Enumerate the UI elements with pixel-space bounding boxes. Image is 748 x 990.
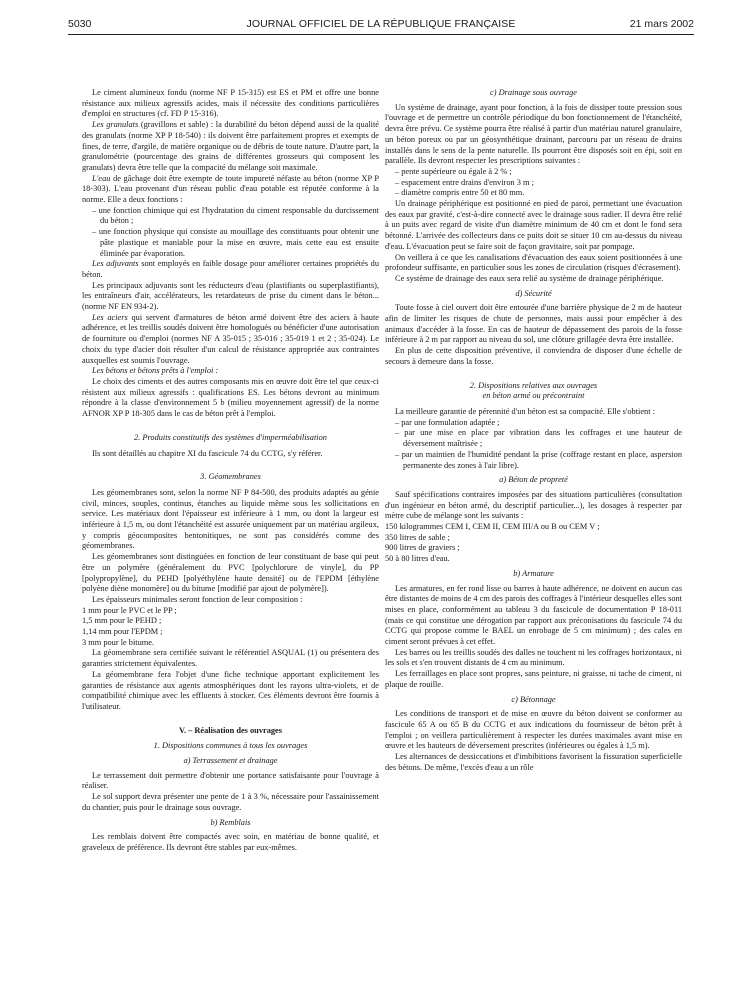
paragraph: L'eau de gâchage doit être exempte de toute impureté néfaste au béton (norme XP P 18-303). L'eau provenant d'un réseau public d'eau potable est réputée conforme à la norme. Elle a deux fonctions :: [82, 173, 379, 205]
paragraph: Les granulats (gravillons et sable) : la durabilité du béton dépend aussi de la qualité des granulats (norme XP P 18-540) : ils doivent être parfaitement propres et exempts de fines, de terre, d'argile, de matière organique ou de débris de toute nature. D'autre part, la granulométrie (pourcentage des grains de différentes grosseurs qui composent les granulats) devra être telle que la compacité du mélange soit maximale.: [82, 120, 380, 172]
paragraph: Les armatures, en fer rond lisse ou barres à haute adhérence, ne doivent en aucun cas être distantes de moins de 4 cm des parois des coffrages à l'intérieur desquelles elles sont mises en place, conformément au tableau 3 du fascicule de documentation P 18-011 (mais ce qui constitue une dérogation par rapport aux préconisations du fascicule 74 du CCTG qui propose comme le BAEL un enrobage de 5 cm minimum) ; des cales en ciment seront prévues à cet effet.: [385, 583, 682, 647]
part-heading: V. – Réalisation des ouvrages: [179, 725, 282, 735]
subsection-heading: d) Sécurité: [515, 288, 552, 298]
list-item: – une fonction physique qui consiste au mouillage des constituants pour obtenir une pâte plastique et maniable pour la mise en œuvre, mais cette eau est ensuite éliminée par évaporation.: [92, 227, 379, 258]
list-item: 1,5 mm pour le PEHD ;: [82, 616, 162, 626]
publication-date: 21 mars 2002: [629, 18, 694, 30]
subsection-heading: c) Bétonnage: [511, 694, 556, 704]
list-item: – par un maintien de l'humidité pendant la prise (coffrage restant en place, aspersion permanente des zones à l'air libre).: [395, 449, 682, 470]
subsection-heading: c) Drainage sous ouvrage: [490, 88, 577, 97]
section-heading: 1. Dispositions communes à tous les ouvrages: [153, 741, 308, 751]
subsection-heading: b) Armature: [513, 568, 554, 578]
list-item: – par une formulation adaptée ;: [395, 417, 500, 427]
paragraph: Les aciers qui servent d'armatures de béton armé doivent être des aciers à haute adhérence, et les treillis soudés doivent être homologués ou bénéficier d'une autorisation de fourniture ou d'emploi (normes NF A 35-015 ; 35-016 ; 35-019 1 et 2 ; 35-024). Le choix du type d'acier doit résulter d'un calcul de résistance appropriée aux contraintes auxquelles est soumis l'ouvrage.: [82, 312, 379, 365]
list-item: 1,14 mm pour l'EPDM ;: [82, 627, 163, 637]
list-item: 3 mm pour le bitume.: [82, 637, 155, 647]
list-item: 1 mm pour le PVC et le PP ;: [82, 605, 177, 615]
paragraph: La géomembrane fera l'objet d'une fiche technique apportant explicitement les garanties de résistance aux agents atmosphériques dont les rayons ultra-violets, et de compatibilité chimique avec les effluents à stocker. Ces éléments devront être fournis à l'utilisateur.: [82, 669, 379, 711]
paragraph: La géomembrane sera certifiée suivant le référentiel ASQUAL (1) ou présentera des garanties strictement équivalentes.: [82, 648, 379, 669]
bullet-list: [385, 418, 682, 472]
paragraph: Les géomembranes sont distinguées en fonction de leur constituant de base qui peut être un polymère (généralement du PVC [polychlorure de vinyle], du PP [polypropylène], du PEHD [polyéthylène haute densité] ou de l'EPDM [éthylène polyène diène monomère] ou du bitume [modifié par ajout de polymère]).: [82, 552, 379, 594]
paragraph: Les barres ou les treillis soudés des dalles ne touchent ni les coffrages horizontaux, ni les sols et s'en trouvent distants de 4 cm au minimum.: [385, 647, 682, 668]
section-heading: 2. Produits constitutifs des systèmes d'imperméabilisation: [134, 432, 327, 442]
paragraph: Les géomembranes sont, selon la norme NF P 84-500, des produits adaptés au génie civil, minces, souples, continus, étanches au liquide même sous les sollicitations en service. Les matériaux dont l'épaisseur est inférieure à 1 mm, ou dont la largeur est inférieure à 1,5 m, ou dont l'étanchéité est assurée uniquement par un matériau argileux, y compris géocomposites bentonitiques, ne sont pas considérés comme des géomembranes.: [82, 487, 379, 551]
paragraph: Les épaisseurs minimales seront fonction de leur composition :: [92, 594, 303, 604]
paragraph: Les principaux adjuvants sont les réducteurs d'eau (plastifiants ou superplastifiants), les entraîneurs d'air, accélérateurs, les retardateurs de prise du ciment dans le béton... (norme NF EN 934-2).: [82, 280, 379, 312]
list-item: 900 litres de graviers ;: [385, 543, 460, 553]
bullet-list: [385, 167, 682, 199]
paragraph: Un drainage périphérique est positionné en pied de paroi, permettant une évacuation des eaux par gravité, c'est-à-dire connecté avec le drainage sous radier. Il devra être relié à un puits avec regard de visite d'un diamètre minimum de 40 cm et dont le fond sera bétonné. L'arrivée des collecteurs dans ce puits doit se situer 10 cm au-dessus du niveau d'eau. L'évacuation peut se faire soit de façon gravitaire, soit par pompage.: [385, 199, 682, 251]
paragraph: Le ciment alumineux fondu (norme NF P 15-315) est ES et PM et offre une bonne résistance aux milieux agressifs acides, mais il nécessite des conditions particulières d'emploi en structures (cf. FD P 15-316).: [82, 88, 379, 119]
paragraph: Le choix des ciments et des autres composants mis en œuvre doit être tel que ceux-ci résistent aux milieux agressifs : qualifications ES. Les bétons devront au minimum répondre à la classe d'environnement 5 b (milieu moyennement agressif) de la norme AFNOR XP P 18-305 dans le cas de béton prêt à l'emploi.: [82, 376, 379, 419]
section-heading-line2: en béton armé ou précontraint: [482, 391, 585, 401]
paragraph: Toute fosse à ciel ouvert doit être entourée d'une barrière physique de 2 m de hauteur afin de limiter les risques de chute de personnes, mais aussi pour empêcher à des animaux d'accéder à la fosse. En cas de hauteur de dépassement des parois de la fosse inférieure à 2 m par rapport au niveau du sol, une clôture grillagée devra être installée.: [385, 303, 682, 345]
header-rule: [68, 34, 694, 35]
paragraph: Ce système de drainage des eaux sera relié au système de drainage périphérique.: [395, 273, 664, 283]
list-item: – pente supérieure ou égale à 2 % ;: [395, 166, 512, 176]
section-heading: 2. Dispositions relatives aux ouvrages: [469, 380, 598, 390]
paragraph: Les remblais doivent être compactés avec soin, en matériau de bonne qualité, et graveleux de préférence. Ils devront être stables par eux-mêmes.: [82, 832, 379, 852]
paragraph: Les conditions de transport et de mise en œuvre du béton doivent se conformer au fascicule 65 A ou 65 B du CCTG et aux indications du fournisseur de béton prêt à l'emploi ; on veillera particulièrement à respecter les durées maximales avant mise en œuvre et les hauteurs de déversement prescrites (inférieures ou égales à 1,5 m).: [385, 709, 682, 751]
list-item: – une fonction chimique qui est l'hydratation du ciment responsable du durcissement du béton ;: [92, 205, 379, 226]
list-item: – diamètre compris entre 50 et 80 mm.: [395, 188, 525, 198]
paragraph: Un système de drainage, ayant pour fonction, à la fois de dissiper toute pression sous l'ouvrage et de permettre un contrôle périodique du bon fonctionnement de l'étanchéité, devra être prévu. Ce système pourra être réalisé à partir d'un matériau naturel granulaire, un béton poreux ou par un géosynthétique drainant, parcouru par un réseau de drains installés dans le sens de la pente naturelle. Ils pourront être disposés soit en épi, soit en parallèle. Ils devront respecter les prescriptions suivantes :: [385, 102, 682, 166]
bullet-list: [82, 206, 379, 260]
paragraph: Sauf spécifications contraires imposées par des situations particulières (consultation d'un ingénieur en béton armé, du descriptif particulier...), les dosages à respecter par mètre cube de mélange sont les suivants :: [385, 489, 682, 521]
right-column: [385, 88, 682, 773]
paragraph: La meilleure garantie de pérennité d'un béton est sa compacité. Elle s'obtient :: [395, 406, 655, 416]
list-item: 350 litres de sable ;: [385, 532, 450, 542]
subsection-heading: a) Terrassement et drainage: [183, 756, 278, 766]
page-header: [68, 18, 694, 34]
paragraph: On veillera à ce que les canalisations d'évacuation des eaux soient positionnées à une profondeur suffisante, en particulier sous les zones de circulation (risques d'écrasement).: [385, 252, 682, 273]
paragraph: Le sol support devra présenter une pente de 1 à 3 %, nécessaire pour l'assainissement du chantier, puis pour le drainage sous ouvrage.: [82, 792, 379, 812]
list-item: 50 à 80 litres d'eau.: [385, 554, 450, 564]
paragraph: Les alternances de dessiccations et d'imbibitions favorisent la fissuration superficielle des bétons. De même, l'excès d'eau a un rôle: [385, 752, 682, 772]
left-column: [82, 88, 379, 854]
subsection-heading: b) Remblais: [210, 817, 251, 827]
list-item: 150 kilogrammes CEM I, CEM II, CEM III/A ou B ou CEM V ;: [385, 522, 600, 532]
paragraph: Les bétons et bétons prêts à l'emploi :: [92, 366, 219, 376]
list-item: – par une mise en place par vibration dans les coffrages et une hauteur de déversement maîtrisée ;: [395, 428, 682, 449]
paragraph: En plus de cette disposition préventive, il conviendra de disposer d'une échelle de secours à demeure dans la fosse.: [385, 346, 682, 366]
paragraph: Ils sont détaillés au chapitre XI du fascicule 74 du CCTG, s'y référer.: [92, 448, 323, 458]
page-number: 5030: [68, 18, 92, 30]
subsection-heading: a) Béton de propreté: [499, 475, 568, 485]
journal-title: JOURNAL OFFICIEL DE LA RÉPUBLIQUE FRANÇAISE: [246, 18, 516, 30]
section-heading: 3. Géomembranes: [200, 472, 261, 482]
list-item: – espacement entre drains d'environ 3 m ;: [395, 177, 534, 187]
paragraph: Les ferraillages en place sont propres, sans peinture, ni graisse, ni tache de ciment, ni plaque de rouille.: [385, 669, 682, 689]
paragraph: Le terrassement doit permettre d'obtenir une portance satisfaisante pour l'ouvrage à réaliser.: [82, 770, 379, 791]
paragraph: Les adjuvants sont employés en faible dosage pour améliorer certaines propriétés du béton.: [82, 259, 379, 279]
